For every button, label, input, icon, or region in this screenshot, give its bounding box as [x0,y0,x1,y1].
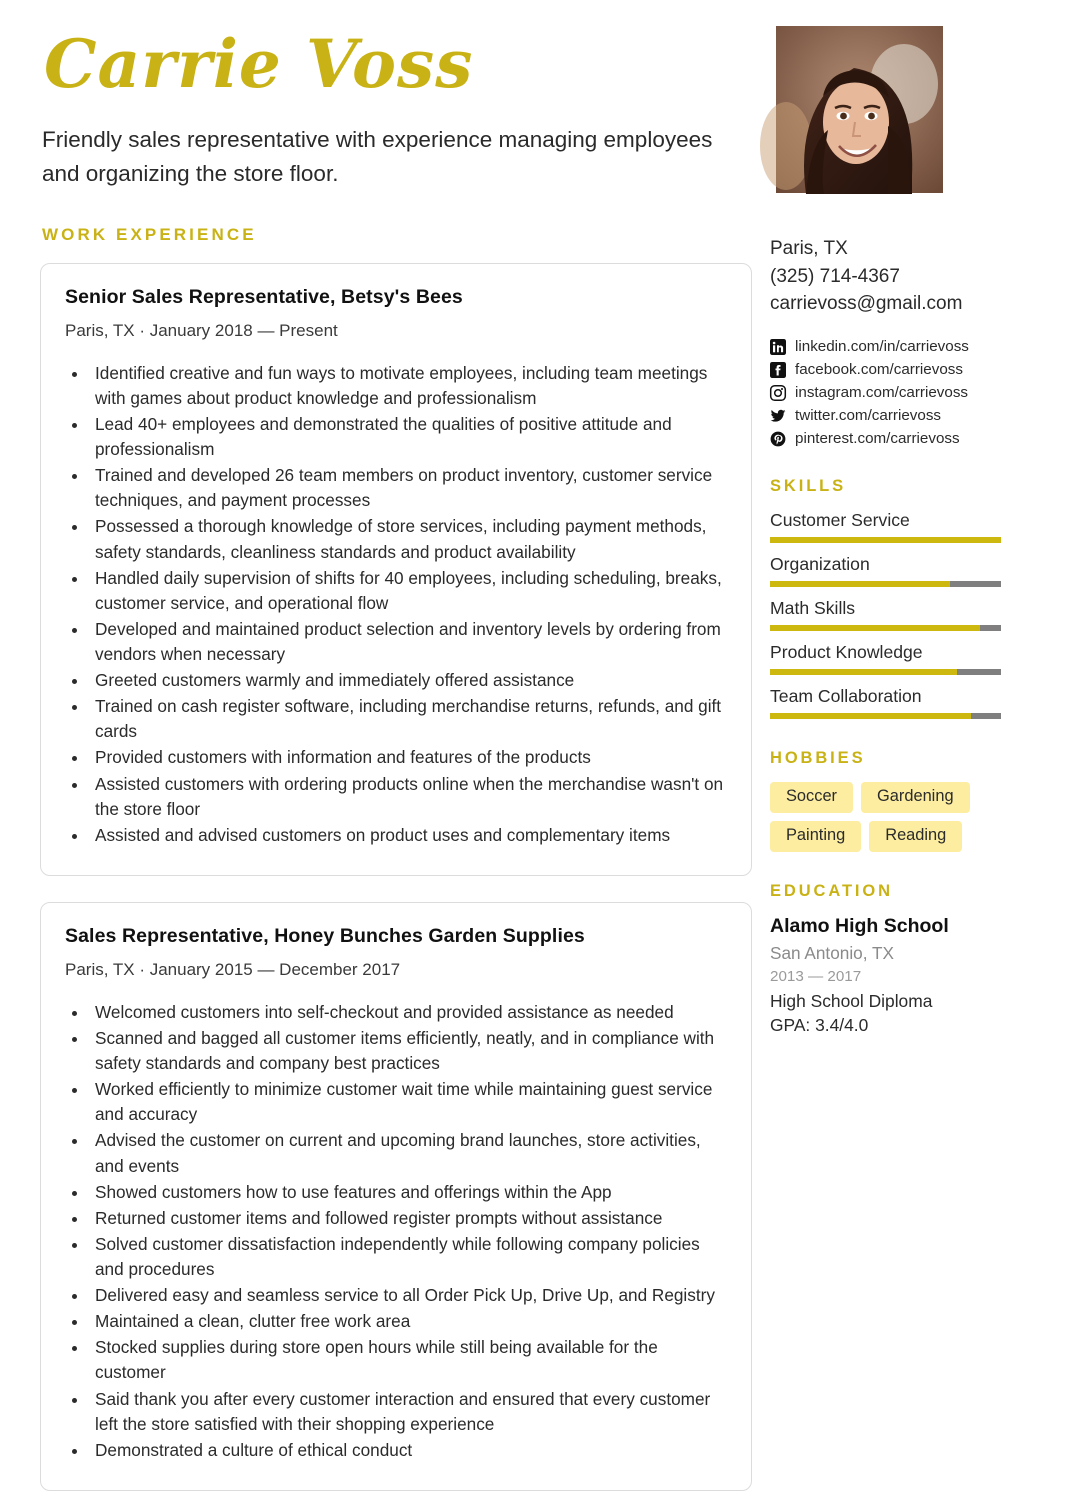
facebook-icon [770,362,786,378]
job-bullet: • Worked efficiently to minimize customer wait time while maintaining guest service and accuracy [89,1077,727,1127]
job-bullet-list [89,361,727,848]
skill-level-fill [770,625,980,631]
linkedin-icon [770,339,786,355]
section-title-work-experience: WORK EXPERIENCE [42,224,257,244]
contact-location: Paris, TX [770,238,848,259]
section-title-hobbies: HOBBIES [770,749,866,768]
social-link-label: twitter.com/carrievoss [795,407,942,425]
education-degree: High School Diploma [770,990,933,1011]
skill-level-bar [770,625,1001,631]
job-bullet: • Assisted and advised customers on product uses and complementary items [89,823,727,848]
hobby-tag: Painting [770,821,861,852]
job-bullet: • Provided customers with information and features of the products [89,745,727,770]
job-bullet: • Delivered easy and seamless service to all Order Pick Up, Drive Up, and Registry [89,1283,727,1308]
education-entry [770,915,1046,1038]
skill-name: Product Knowledge [770,642,923,663]
hobbies-list [770,782,1006,852]
job-bullet: • Advised the customer on current and upcoming brand launches, store activities, and events [89,1128,727,1178]
section-title-skills: SKILLS [770,477,847,496]
job-bullet: • Trained and developed 26 team members on product inventory, customer service techniques, and payment processes [89,463,727,513]
job-bullet: • Lead 40+ employees and demonstrated the qualities of positive attitude and professionalism [89,412,727,462]
job-bullet: • Developed and maintained product selection and inventory levels by ordering from vendors when necessary [89,617,727,667]
contact-phone[interactable]: (325) 714-4367 [770,265,900,287]
skill-item [770,554,1046,587]
skill-name: Math Skills [770,598,856,619]
job-bullet: • Said thank you after every customer interaction and ensured that every customer left the store satisfied with their shopping experience [89,1387,727,1437]
job-bullet: • Demonstrated a culture of ethical conduct [89,1438,727,1463]
job-title: Senior Sales Representative, Betsy's Bees [65,285,463,308]
work-experience-card [40,902,752,1491]
job-bullet: • Welcomed customers into self-checkout and provided assistance as needed [89,1000,727,1025]
skill-level-bar [770,713,1001,719]
social-links-list [770,338,1046,447]
job-bullet: • Showed customers how to use features and offerings within the App [89,1180,727,1205]
resume-main-column [40,24,770,1460]
job-meta: Paris, TX · January 2018 — Present [65,320,338,340]
skill-level-fill [770,713,971,719]
skill-level-fill [770,669,957,675]
skill-name: Customer Service [770,510,910,531]
section-title-education: EDUCATION [770,882,893,901]
social-link-pinterest[interactable] [770,430,1046,447]
instagram-icon [770,385,786,401]
skill-name: Organization [770,554,870,575]
job-bullet: • Solved customer dissatisfaction independently while following company policies and procedures [89,1232,727,1282]
social-link-twitter[interactable] [770,407,1046,424]
profile-photo [776,26,943,193]
contact-block [770,235,1046,447]
social-link-instagram[interactable] [770,384,1046,401]
skill-item [770,598,1046,631]
social-link-label: linkedin.com/in/carrievoss [795,338,969,356]
job-bullet: • Assisted customers with ordering products online when the merchandise wasn't on the store floor [89,772,727,822]
job-bullet: • Possessed a thorough knowledge of store services, including payment methods, safety standards, cleanliness standards and product availability [89,514,727,564]
hobby-tag: Soccer [770,782,853,813]
candidate-name: Carrie Voss [44,25,474,103]
education-school: Alamo High School [770,915,949,938]
skill-level-fill [770,581,950,587]
social-link-label: instagram.com/carrievoss [795,384,969,402]
skill-level-bar [770,581,1001,587]
social-link-label: facebook.com/carrievoss [795,361,963,379]
job-bullet: • Trained on cash register software, including merchandise returns, refunds, and gift cards [89,694,727,744]
work-experience-list [40,263,752,1491]
professional-summary: Friendly sales representative with experience managing employees and organizing the store floor. [42,127,713,187]
skill-item [770,642,1046,675]
job-bullet: • Greeted customers warmly and immediately offered assistance [89,668,727,693]
job-bullet: • Handled daily supervision of shifts for 40 employees, including scheduling, breaks, customer service, and operational flow [89,566,727,616]
twitter-icon [770,408,786,424]
education-location: San Antonio, TX [770,943,894,964]
skill-level-fill [770,537,1001,543]
hobby-tag: Reading [869,821,962,852]
skill-level-bar [770,669,1001,675]
job-bullet: • Maintained a clean, clutter free work area [89,1309,727,1334]
contact-email[interactable]: carrievoss@gmail.com [770,293,963,315]
skill-level-bar [770,537,1001,543]
job-bullet: • Scanned and bagged all customer items efficiently, neatly, and in compliance with safety standards and company best practices [89,1026,727,1076]
education-dates: 2013 — 2017 [770,967,862,985]
social-link-facebook[interactable] [770,361,1046,378]
work-experience-card [40,263,752,876]
job-bullet: • Stocked supplies during store open hours while still being available for the customer [89,1335,727,1385]
job-title: Sales Representative, Honey Bunches Garden Supplies [65,924,585,947]
job-bullet-list [89,1000,727,1463]
education-gpa: GPA: 3.4/4.0 [770,1015,869,1036]
skill-name: Team Collaboration [770,686,922,707]
resume-sidebar [770,24,1046,1398]
skill-item [770,686,1046,719]
skill-item [770,510,1046,543]
social-link-label: pinterest.com/carrievoss [795,430,960,448]
skills-list [770,510,1046,719]
pinterest-icon [770,431,786,447]
social-link-linkedin[interactable] [770,338,1046,355]
job-meta: Paris, TX · January 2015 — December 2017 [65,959,401,979]
hobby-tag: Gardening [861,782,970,813]
job-bullet: • Returned customer items and followed register prompts without assistance [89,1206,727,1231]
job-bullet: • Identified creative and fun ways to motivate employees, including team meetings with games about product knowledge and professionalism [89,361,727,411]
